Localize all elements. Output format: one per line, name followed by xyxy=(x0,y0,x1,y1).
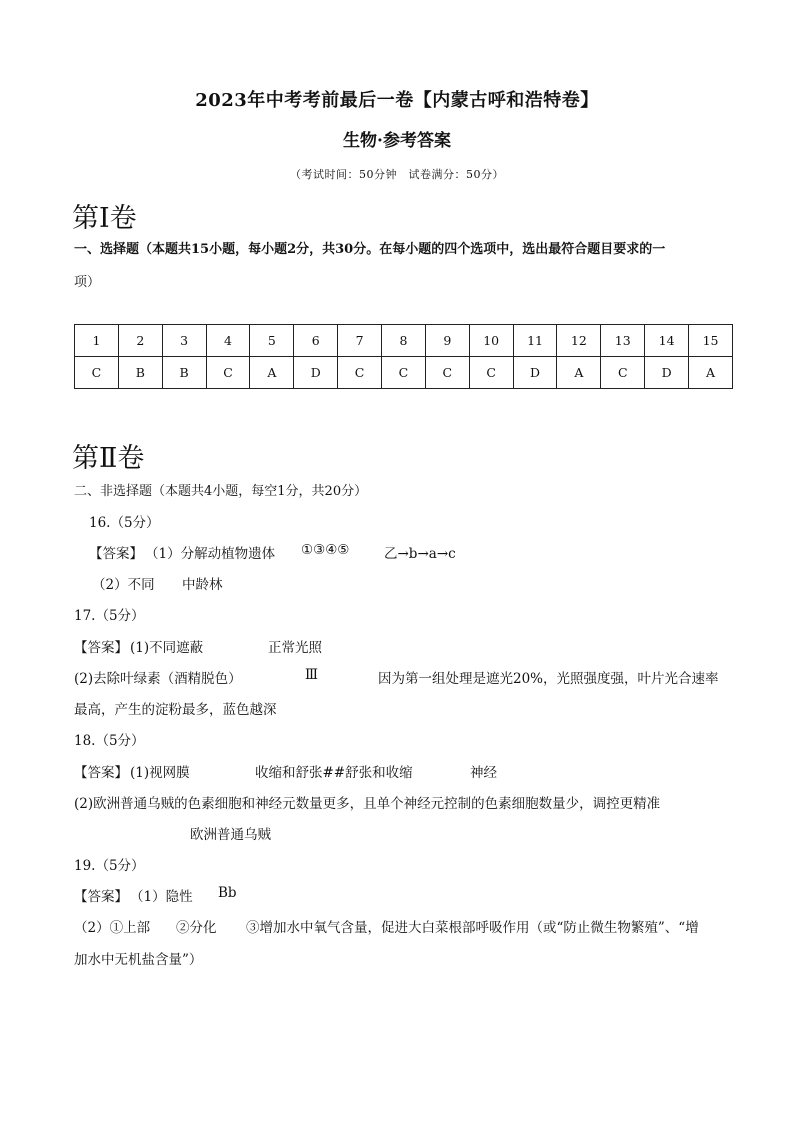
q18-answer-1a: (1)视网膜 xyxy=(130,765,190,781)
answer-cell: A xyxy=(557,357,601,389)
part1-heading: 第Ⅰ卷 xyxy=(72,203,137,234)
question-number: 11 xyxy=(513,325,557,357)
q18-answer-1b: 收缩和舒张##舒张和收缩 xyxy=(255,765,413,781)
q17-answer-2a: (2)去除叶绿素（酒精脱色） xyxy=(74,671,242,687)
q17-answer-3: 最高，产生的淀粉最多，蓝色越深 xyxy=(74,702,277,718)
q18-answer-3: 欧洲普通乌贼 xyxy=(190,827,271,843)
part1-instruction-cont: 项） xyxy=(74,275,101,290)
answer-cell: C xyxy=(469,357,513,389)
answer-cell: B xyxy=(162,357,206,389)
answer-cell: A xyxy=(689,357,733,389)
q17-heading: 17.（5分） xyxy=(74,608,145,624)
q19-answer-2c: ③增加水中氧气含量，促进大白菜根部呼吸作用（或“防止微生物繁殖”、“增 xyxy=(246,920,699,936)
q18-answer-label: 【答案】 xyxy=(74,765,128,781)
question-number: 7 xyxy=(338,325,382,357)
q18-answer-1c: 神经 xyxy=(470,765,497,781)
part2-heading: 第Ⅱ卷 xyxy=(72,443,145,474)
q16-answer-2a: （2）不同 xyxy=(92,577,155,593)
question-number: 5 xyxy=(250,325,294,357)
question-number: 4 xyxy=(206,325,250,357)
q17-answer-2b: Ⅲ xyxy=(305,667,319,683)
q18-heading: 18.（5分） xyxy=(74,733,145,749)
q16-heading: 16.（5分） xyxy=(89,515,160,531)
question-number: 3 xyxy=(162,325,206,357)
answer-cell: D xyxy=(294,357,338,389)
q17-answer-1b: 正常光照 xyxy=(268,640,322,656)
q17-answer-2c: 因为第一组处理是遮光20%，光照强度强，叶片光合速率 xyxy=(378,671,719,687)
question-number: 8 xyxy=(382,325,426,357)
q17-answer-1a: (1)不同遮蔽 xyxy=(130,640,204,656)
answer-cell: C xyxy=(601,357,645,389)
part2-instruction: 二、非选择题（本题共4小题，每空1分，共20分） xyxy=(74,484,368,499)
answer-cell: D xyxy=(645,357,689,389)
answer-table-number-row xyxy=(75,325,733,357)
q19-answer-1a: （1）隐性 xyxy=(130,889,193,905)
question-number: 13 xyxy=(601,325,645,357)
q16-answer-1c: 乙→b→a→c xyxy=(384,546,456,562)
question-number: 6 xyxy=(294,325,338,357)
answer-table xyxy=(74,324,733,389)
q19-answer-2b: ②分化 xyxy=(176,920,217,936)
q19-answer-3: 加水中无机盐含量”） xyxy=(74,952,203,968)
q19-answer-label: 【答案】 xyxy=(74,889,128,905)
q18-answer-2: (2)欧洲普通乌贼的色素细胞和神经元数量更多，且单个神经元控制的色素细胞数量少，调控更精准 xyxy=(74,796,661,812)
exam-meta: （考试时间：50分钟 试卷满分：50分） xyxy=(290,168,504,181)
answer-cell: C xyxy=(382,357,426,389)
q16-answer-2b: 中龄林 xyxy=(182,577,223,593)
q16-answer-1a: （1）分解动植物遗体 xyxy=(145,546,276,562)
q17-answer-label: 【答案】 xyxy=(74,640,128,656)
q19-answer-2a: （2）①上部 xyxy=(74,920,151,936)
part1-instruction: 一、选择题（本题共15小题，每小题2分，共30分。在每小题的四个选项中，选出最符合题目要求的一 xyxy=(74,242,666,257)
answer-cell: C xyxy=(206,357,250,389)
q19-heading: 19.（5分） xyxy=(74,858,145,874)
answer-table-answer-row xyxy=(75,357,733,389)
answer-cell: C xyxy=(425,357,469,389)
q16-answer-label: 【答案】 xyxy=(89,546,143,562)
question-number: 10 xyxy=(469,325,513,357)
answer-cell: B xyxy=(118,357,162,389)
question-number: 14 xyxy=(645,325,689,357)
question-number: 2 xyxy=(118,325,162,357)
answer-cell: C xyxy=(75,357,119,389)
q19-answer-1b: Bb xyxy=(218,885,237,901)
q16-answer-1b: ①③④⑤ xyxy=(301,542,350,558)
question-number: 12 xyxy=(557,325,601,357)
answer-cell: D xyxy=(513,357,557,389)
answer-cell: A xyxy=(250,357,294,389)
question-number: 15 xyxy=(689,325,733,357)
question-number: 1 xyxy=(75,325,119,357)
question-number: 9 xyxy=(425,325,469,357)
answer-cell: C xyxy=(338,357,382,389)
page-title: 2023年中考考前最后一卷【内蒙古呼和浩特卷】 xyxy=(195,90,599,111)
page-subtitle: 生物·参考答案 xyxy=(343,131,451,151)
